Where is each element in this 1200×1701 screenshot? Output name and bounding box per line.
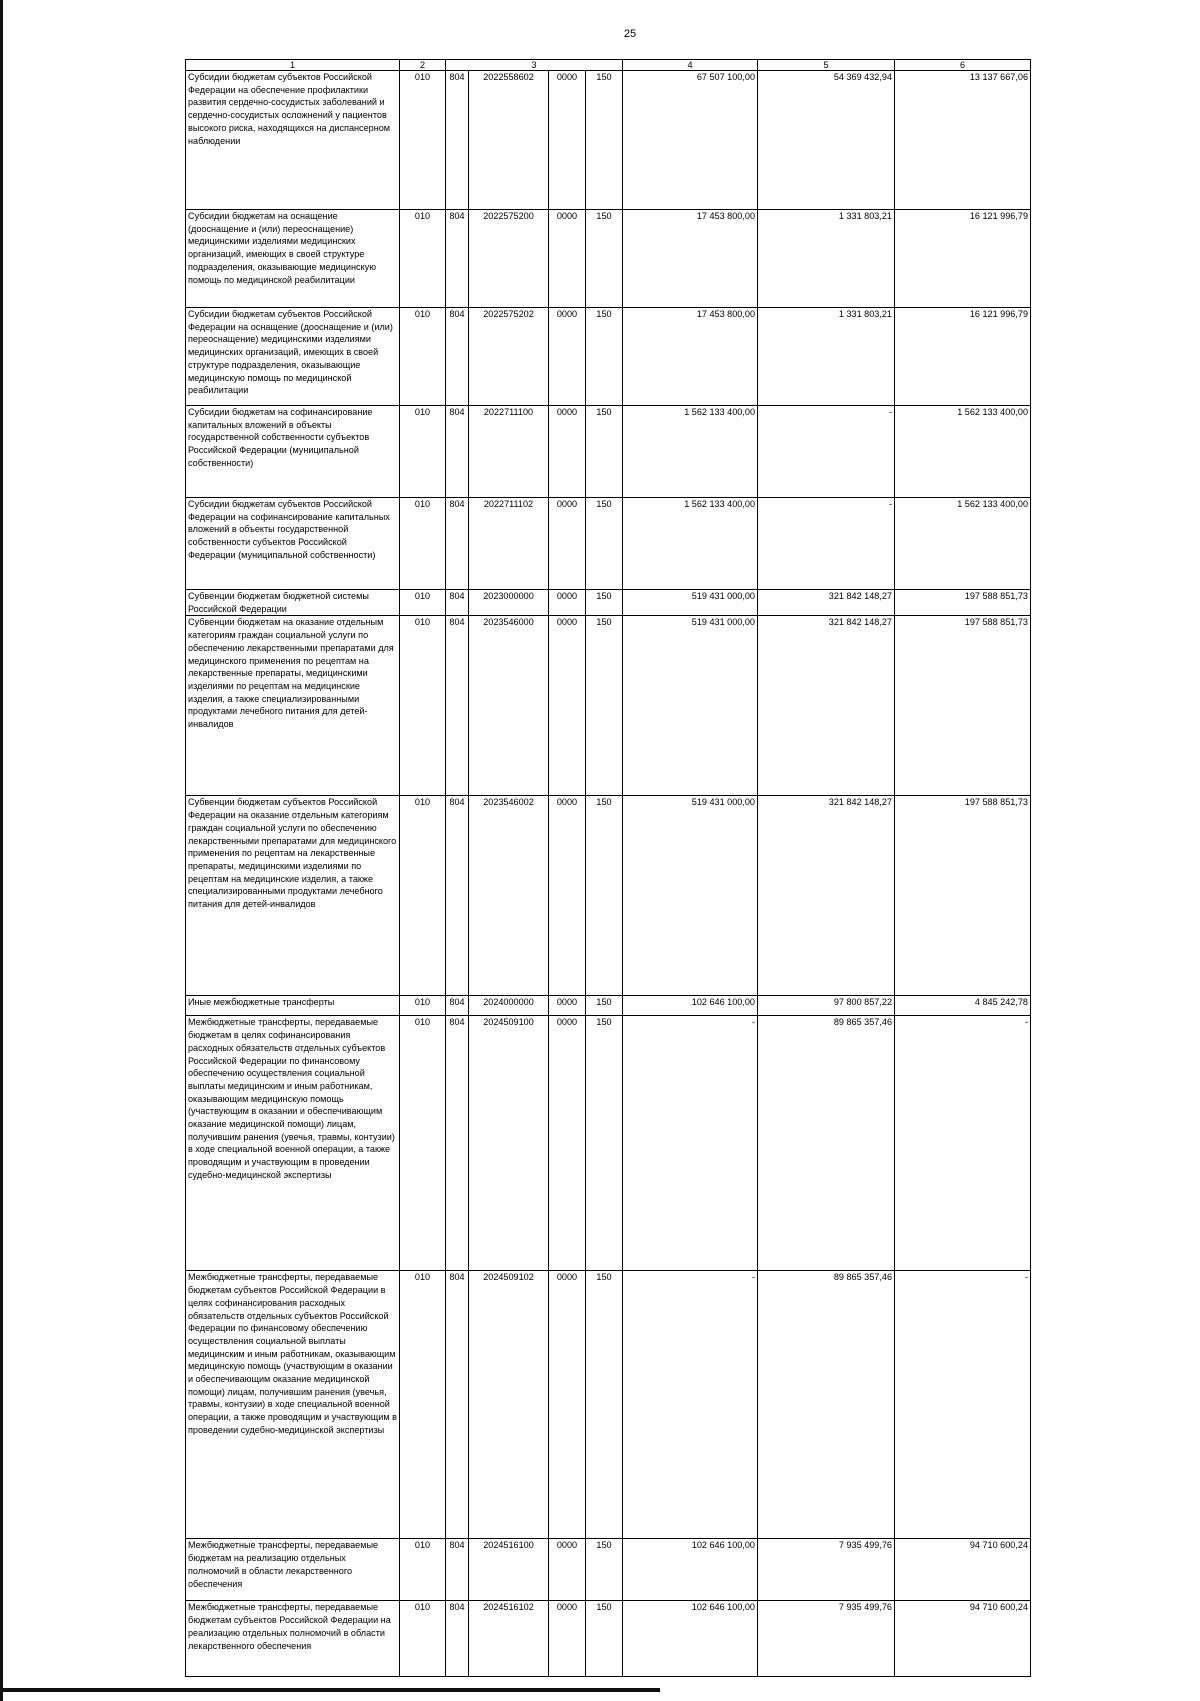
scan-left-edge [0,0,3,1701]
admin-code: 010 [400,996,446,1016]
code-part: 150 [586,1271,623,1539]
row-name: Иные межбюджетные трансферты [186,996,400,1016]
code-part: 0000 [549,996,586,1016]
row-name: Межбюджетные трансферты, передаваемые бюджетам субъектов Российской Федерации на реализацию отдельных полномочий в области лекарственного обеспечения [186,1601,400,1677]
code-part: 804 [446,210,469,308]
code-part: 804 [446,498,469,590]
unexecuted-amount: 1 562 133 400,00 [895,498,1031,590]
code-part: 0000 [549,1601,586,1677]
executed-amount: 89 865 357,46 [758,1271,895,1539]
column-number: 5 [758,60,895,71]
code-part: 0000 [549,1271,586,1539]
approved-amount: 17 453 800,00 [623,210,758,308]
code-part: 804 [446,1601,469,1677]
row-name: Субсидии бюджетам субъектов Российской Федерации на оснащение (дооснащение и (или) переоснащение) медицинскими изделиями медицинских организаций, имеющих в своей структуре подразделения, оказывающие медицинскую помощь по медицинской реабилитации [186,308,400,406]
code-part: 150 [586,796,623,996]
code-part: 0000 [549,308,586,406]
unexecuted-amount: - [895,1271,1031,1539]
column-number: 3 [446,60,623,71]
column-number: 2 [400,60,446,71]
code-part: 804 [446,996,469,1016]
executed-amount: 7 935 499,76 [758,1539,895,1601]
row-name: Субвенции бюджетам субъектов Российской Федерации на оказание отдельным категориям граждан социальной услуги по обеспечению лекарственными препаратами для медицинского применения по рецептам на лекарственные препараты, медицинскими изделиями по рецептам на медицинские изделия, а также специализированными продуктами лечебного питания для детей-инвалидов [186,796,400,996]
code-part: 2023000000 [469,590,549,616]
code-part: 150 [586,498,623,590]
admin-code: 010 [400,1016,446,1271]
code-part: 0000 [549,796,586,996]
table-row [186,616,1031,796]
code-part: 804 [446,1539,469,1601]
column-number: 4 [623,60,758,71]
code-part: 2023546000 [469,616,549,796]
row-name: Межбюджетные трансферты, передаваемые бюджетам на реализацию отдельных полномочий в области лекарственного обеспечения [186,1539,400,1601]
code-part: 150 [586,1016,623,1271]
table-body [186,60,1031,1677]
code-part: 0000 [549,590,586,616]
unexecuted-amount: 197 588 851,73 [895,616,1031,796]
row-name: Субсидии бюджетам субъектов Российской Федерации на обеспечение профилактики развития сердечно-сосудистых заболеваний и сердечно-сосудистых осложнений у пациентов высокого риска, находящихся на диспансерном наблюдении [186,71,400,210]
executed-amount: 1 331 803,21 [758,210,895,308]
row-name: Субвенции бюджетам бюджетной системы Российской Федерации [186,590,400,616]
executed-amount: - [758,498,895,590]
admin-code: 010 [400,71,446,210]
column-number: 1 [186,60,400,71]
admin-code: 010 [400,210,446,308]
admin-code: 010 [400,796,446,996]
approved-amount: 102 646 100,00 [623,996,758,1016]
code-part: 150 [586,616,623,796]
executed-amount: 321 842 148,27 [758,796,895,996]
table-row [186,1016,1031,1271]
admin-code: 010 [400,498,446,590]
code-part: 804 [446,590,469,616]
admin-code: 010 [400,1271,446,1539]
table-row [186,308,1031,406]
code-part: 804 [446,616,469,796]
table-row [186,1271,1031,1539]
code-part: 0000 [549,1016,586,1271]
code-part: 150 [586,210,623,308]
approved-amount: 519 431 000,00 [623,590,758,616]
code-part: 0000 [549,406,586,498]
unexecuted-amount: 197 588 851,73 [895,590,1031,616]
code-part: 2022575202 [469,308,549,406]
code-part: 150 [586,590,623,616]
code-part: 0000 [549,210,586,308]
budget-table [185,59,1031,1677]
executed-amount: 7 935 499,76 [758,1601,895,1677]
table-row [186,590,1031,616]
code-part: 0000 [549,498,586,590]
code-part: 804 [446,71,469,210]
code-part: 2022575200 [469,210,549,308]
admin-code: 010 [400,308,446,406]
unexecuted-amount: 94 710 600,24 [895,1601,1031,1677]
approved-amount: 519 431 000,00 [623,616,758,796]
code-part: 150 [586,71,623,210]
scan-bottom-rule [0,1688,660,1692]
code-part: 804 [446,1271,469,1539]
table-row [186,1539,1031,1601]
table-row [186,71,1031,210]
table-row [186,406,1031,498]
code-part: 2022558602 [469,71,549,210]
code-part: 2024516102 [469,1601,549,1677]
executed-amount: - [758,406,895,498]
unexecuted-amount: 13 137 667,06 [895,71,1031,210]
column-number: 6 [895,60,1031,71]
approved-amount: 17 453 800,00 [623,308,758,406]
code-part: 150 [586,308,623,406]
unexecuted-amount: 197 588 851,73 [895,796,1031,996]
admin-code: 010 [400,590,446,616]
code-part: 2024000000 [469,996,549,1016]
row-name: Субвенции бюджетам на оказание отдельным категориям граждан социальной услуги по обеспечению лекарственными препаратами для медицинского применения по рецептам на лекарственные препараты, медицинскими изделиями по рецептам на медицинские изделия, а также специализированными продуктами лечебного питания для детей-инвалидов [186,616,400,796]
unexecuted-amount: 16 121 996,79 [895,308,1031,406]
code-part: 2023546002 [469,796,549,996]
row-name: Субсидии бюджетам на оснащение (дооснащение и (или) переоснащение) медицинскими изделиями медицинских организаций, имеющих в своей структуре подразделения, оказывающие медицинскую помощь по медицинской реабилитации [186,210,400,308]
admin-code: 010 [400,406,446,498]
admin-code: 010 [400,616,446,796]
admin-code: 010 [400,1539,446,1601]
executed-amount: 321 842 148,27 [758,590,895,616]
unexecuted-amount: - [895,1016,1031,1271]
unexecuted-amount: 94 710 600,24 [895,1539,1031,1601]
page-number: 25 [623,28,637,40]
table-row [186,996,1031,1016]
approved-amount: - [623,1016,758,1271]
approved-amount: 1 562 133 400,00 [623,406,758,498]
executed-amount: 54 369 432,94 [758,71,895,210]
code-part: 150 [586,996,623,1016]
row-name: Межбюджетные трансферты, передаваемые бюджетам в целях софинансирования расходных обязательств отдельных субъектов Российской Федерации по финансовому обеспечению осуществления социальной выплаты медицинским и иным работникам, оказывающим медицинскую помощь (участвующим в оказании и обеспечивающим оказание медицинской помощи) лицам, получившим ранения (увечья, травмы, контузии) в ходе специальной военной операции, а также проводящим и участвующим в проведении судебно-медицинской экспертизы [186,1016,400,1271]
code-part: 804 [446,796,469,996]
unexecuted-amount: 16 121 996,79 [895,210,1031,308]
code-part: 150 [586,1601,623,1677]
row-name: Субсидии бюджетам на софинансирование капитальных вложений в объекты государственной собственности субъектов Российской Федерации (муниципальной собственности) [186,406,400,498]
approved-amount: 1 562 133 400,00 [623,498,758,590]
code-part: 804 [446,308,469,406]
code-part: 0000 [549,1539,586,1601]
unexecuted-amount: 4 845 242,78 [895,996,1031,1016]
code-part: 804 [446,406,469,498]
executed-amount: 89 865 357,46 [758,1016,895,1271]
table-row [186,498,1031,590]
code-part: 2022711100 [469,406,549,498]
code-part: 2022711102 [469,498,549,590]
row-name: Субсидии бюджетам субъектов Российской Федерации на софинансирование капитальных вложений в объекты государственной собственности субъектов Российской Федерации (муниципальной собственности) [186,498,400,590]
approved-amount: 519 431 000,00 [623,796,758,996]
executed-amount: 321 842 148,27 [758,616,895,796]
code-part: 2024509100 [469,1016,549,1271]
code-part: 150 [586,1539,623,1601]
code-part: 804 [446,1016,469,1271]
unexecuted-amount: 1 562 133 400,00 [895,406,1031,498]
row-name: Межбюджетные трансферты, передаваемые бюджетам субъектов Российской Федерации в целях софинансирования расходных обязательств отдельных субъектов Российской Федерации по финансовому обеспечению осуществления социальной выплаты медицинским и иным работникам, оказывающим медицинскую помощь (участвующим в оказании и обеспечивающим оказание медицинской помощи) лицам, получившим ранения (увечья, травмы, контузии) в ходе специальной военной операции, а также проводящим и участвующим в проведении судебно-медицинской экспертизы [186,1271,400,1539]
approved-amount: 102 646 100,00 [623,1601,758,1677]
column-number-row [186,60,1031,71]
table-row [186,1601,1031,1677]
admin-code: 010 [400,1601,446,1677]
approved-amount: 67 507 100,00 [623,71,758,210]
approved-amount: 102 646 100,00 [623,1539,758,1601]
code-part: 150 [586,406,623,498]
code-part: 0000 [549,616,586,796]
code-part: 2024516100 [469,1539,549,1601]
code-part: 2024509102 [469,1271,549,1539]
approved-amount: - [623,1271,758,1539]
executed-amount: 97 800 857,22 [758,996,895,1016]
executed-amount: 1 331 803,21 [758,308,895,406]
code-part: 0000 [549,71,586,210]
table-row [186,210,1031,308]
table-row [186,796,1031,996]
